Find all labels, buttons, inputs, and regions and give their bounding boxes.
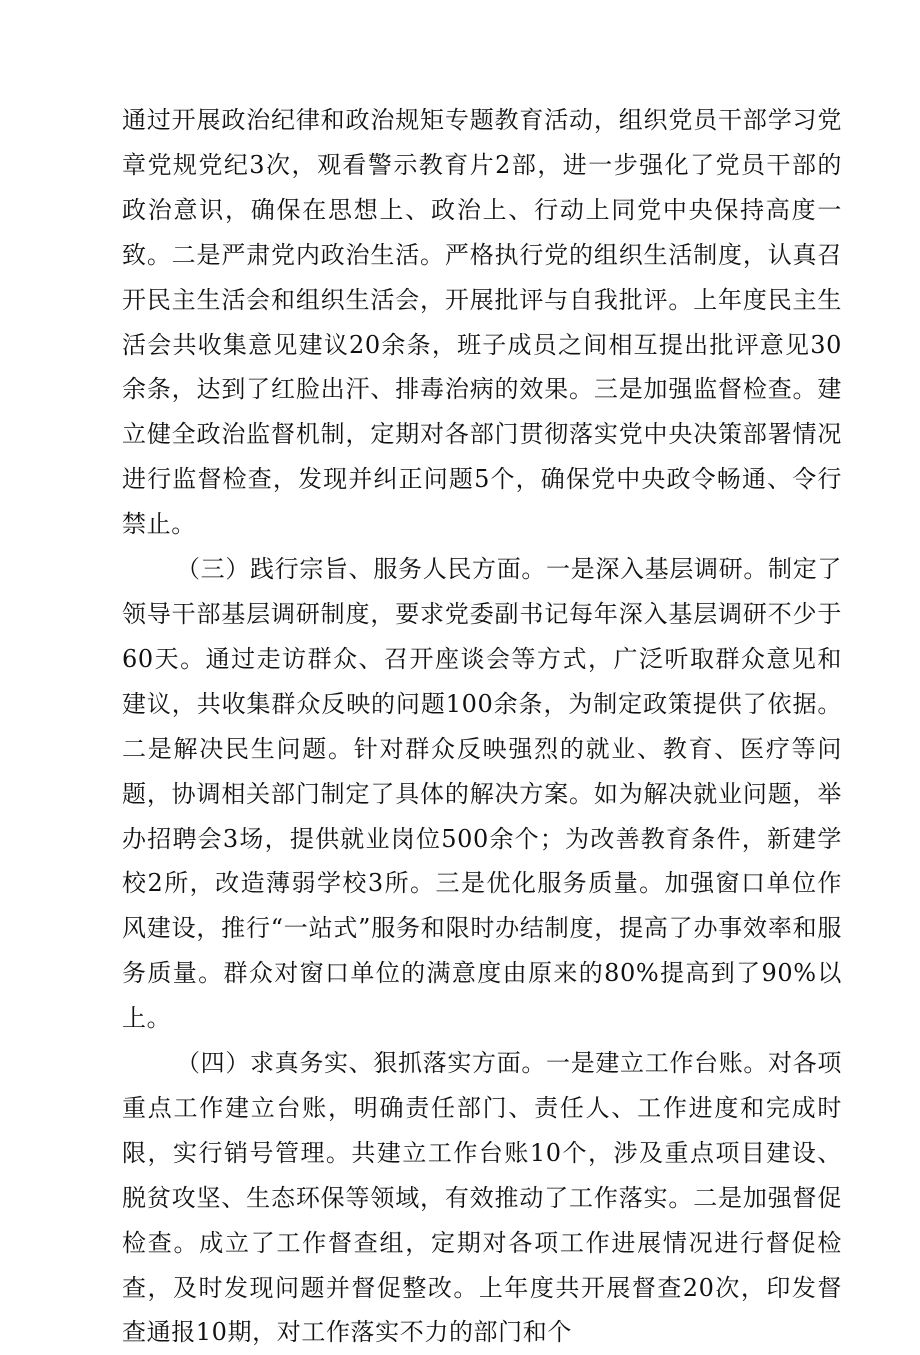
document-body	[122, 98, 842, 1355]
paragraph-serve-people: （三）践行宗旨、服务人民方面。一是深入基层调研。制定了领导干部基层调研制度，要求党委副书记每年深入基层调研不少于60天。通过走访群众、召开座谈会等方式，广泛听取群众意见和建议，共收集群众反映的问题100余条，为制定政策提供了依据。二是解决民生问题。针对群众反映强烈的就业、教育、医疗等问题，协调相关部门制定了具体的解决方案。如为解决就业问题，举办招聘会3场，提供就业岗位500余个；为改善教育条件，新建学校2所，改造薄弱学校3所。三是优化服务质量。加强窗口单位作风建设，推行“一站式”服务和限时办结制度，提高了办事效率和服务质量。群众对窗口单位的满意度由原来的80%提高到了90%以上。	[122, 555, 842, 1033]
paragraph-implementation: （四）求真务实、狠抓落实方面。一是建立工作台账。对各项重点工作建立台账，明确责任部门、责任人、工作进度和完成时限，实行销号管理。共建立工作台账10个，涉及重点项目建设、脱贫攻坚、生态环保等领域，有效推动了工作落实。二是加强督促检查。成立了工作督查组，定期对各项工作进展情况进行督促检查，及时发现问题并督促整改。上年度共开展督查20次，印发督查通报10期，对工作落实不力的部门和个	[122, 1049, 842, 1347]
paragraph-political-discipline: 通过开展政治纪律和政治规矩专题教育活动，组织党员干部学习党章党规党纪3次，观看警示教育片2部，进一步强化了党员干部的政治意识，确保在思想上、政治上、行动上同党中央保持高度一致。二是严肃党内政治生活。严格执行党的组织生活制度，认真召开民主生活会和组织生活会，开展批评与自我批评。上年度民主生活会共收集意见建议20余条，班子成员之间相互提出批评意见30余条，达到了红脸出汗、排毒治病的效果。三是加强监督检查。建立健全政治监督机制，定期对各部门贯彻落实党中央决策部署情况进行监督检查，发现并纠正问题5个，确保党中央政令畅通、令行禁止。	[122, 106, 842, 539]
